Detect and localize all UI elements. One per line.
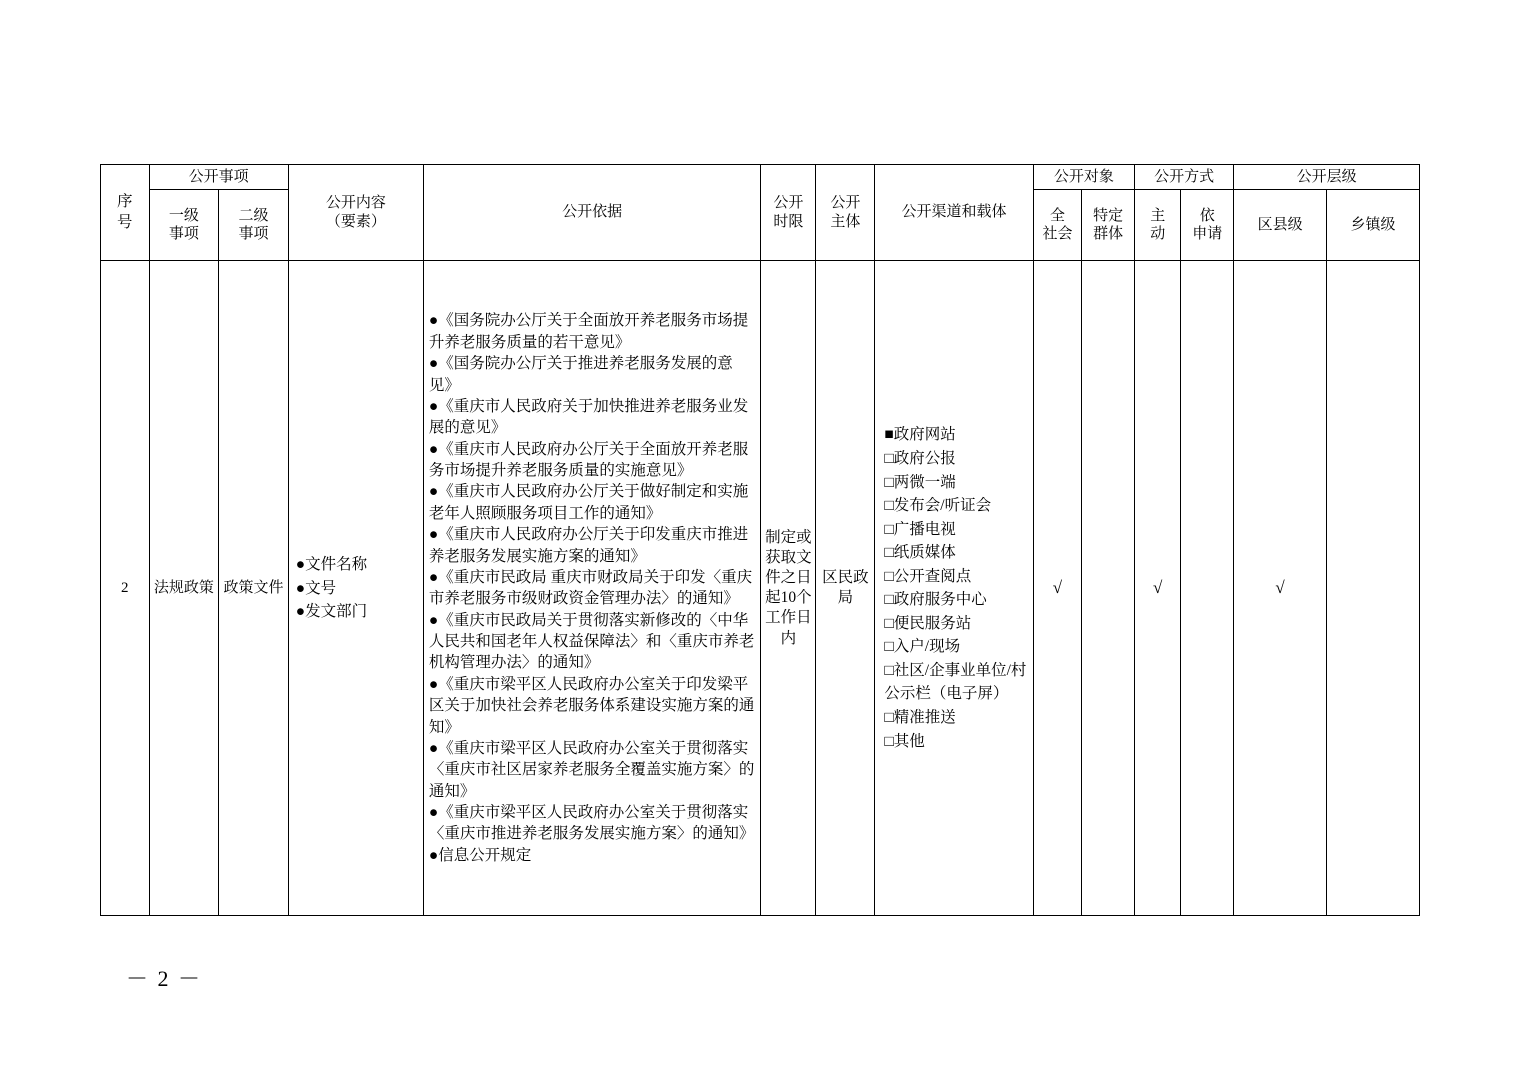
checkbox-empty-icon[interactable]: □ xyxy=(884,497,894,515)
header-mode-active: 主 动 xyxy=(1134,190,1180,261)
header-level-town: 乡镇级 xyxy=(1327,190,1420,261)
checkbox-empty-icon[interactable]: □ xyxy=(884,661,894,679)
header-seq-label: 序 号 xyxy=(117,193,133,231)
checkbox-empty-icon[interactable]: □ xyxy=(884,520,894,538)
channel-item[interactable] xyxy=(884,423,1029,447)
content-item: ●发文部门 xyxy=(295,602,368,620)
cell-channel xyxy=(875,261,1033,916)
basis-item: ●信息公开规定 xyxy=(428,846,532,864)
table-header-row-1 xyxy=(101,165,1420,190)
checkbox-empty-icon[interactable]: □ xyxy=(884,591,894,609)
channel-item[interactable] xyxy=(884,494,1029,518)
disclosure-table xyxy=(100,164,1420,916)
basis-item: ●《重庆市人民政府办公厅关于全面放开养老服务市场提升养老服务质量的实施意见》 xyxy=(428,440,749,479)
header-object-specific: 特定 群体 xyxy=(1082,190,1135,261)
channel-label: 政府公报 xyxy=(893,449,956,467)
time-limit-text: 制定或获取文件之日起10个工作日内 xyxy=(765,528,812,647)
header-level-district: 区县级 xyxy=(1234,190,1327,261)
basis-item: ●《国务院办公厅关于推进养老服务发展的意见》 xyxy=(428,355,733,394)
content-item-list xyxy=(292,553,420,623)
basis-item: ●《重庆市民政局关于贯彻落实新修改的〈中华人民共和国老年人权益保障法〉和〈重庆市养老机构管理办法〉的通知》 xyxy=(428,611,755,672)
cell-level1: 法规政策 xyxy=(149,261,219,916)
channel-label: 广播电视 xyxy=(893,520,956,538)
channel-item[interactable] xyxy=(884,730,1029,754)
channel-label: 纸质媒体 xyxy=(893,544,956,562)
content-item: ●文件名称 xyxy=(295,556,368,574)
channel-item[interactable] xyxy=(884,565,1029,589)
cell-level-town xyxy=(1327,261,1420,916)
channel-item[interactable] xyxy=(884,447,1029,471)
channel-label: 公开查阅点 xyxy=(893,567,972,585)
header-level2: 二级 事项 xyxy=(219,190,289,261)
basis-item: ●《重庆市梁平区人民政府办公室关于贯彻落实〈重庆市社区居家养老服务全覆盖实施方案〉的通知》 xyxy=(428,739,755,800)
header-basis: 公开依据 xyxy=(423,165,761,261)
checkbox-empty-icon[interactable]: □ xyxy=(884,614,894,632)
header-subject: 公开 主体 xyxy=(816,165,875,261)
channel-label: 便民服务站 xyxy=(893,614,972,632)
header-level1: 一级 事项 xyxy=(149,190,219,261)
checkbox-empty-icon[interactable]: □ xyxy=(884,638,894,656)
header-object-group: 公开对象 xyxy=(1033,165,1134,190)
basis-item: ●《重庆市梁平区人民政府办公室关于贯彻落实〈重庆市推进养老服务发展实施方案〉的通知》 xyxy=(428,804,755,843)
cell-mode-active: √ xyxy=(1134,261,1180,916)
cell-time-limit xyxy=(761,261,816,916)
cell-basis xyxy=(423,261,761,916)
channel-item[interactable] xyxy=(884,612,1029,636)
header-mode-group: 公开方式 xyxy=(1134,165,1233,190)
channel-list xyxy=(878,423,1029,753)
subject-text: 区民政局 xyxy=(822,569,869,607)
cell-level-district: √ xyxy=(1234,261,1327,916)
checkbox-empty-icon[interactable]: □ xyxy=(884,567,894,585)
cell-object-all: √ xyxy=(1033,261,1082,916)
basis-item: ●《重庆市民政局 重庆市财政局关于印发〈重庆市养老服务市级财政资金管理办法〉的通知》 xyxy=(428,568,753,608)
checkbox-empty-icon[interactable]: □ xyxy=(884,473,894,491)
channel-label: 社区/企事业单位/村公示栏（电子屏） xyxy=(884,661,1027,703)
header-mode-apply: 依 申请 xyxy=(1181,190,1234,261)
cell-subject xyxy=(816,261,875,916)
channel-item[interactable] xyxy=(884,659,1029,706)
channel-item[interactable] xyxy=(884,635,1029,659)
channel-label: 政府网站 xyxy=(893,426,956,444)
header-seq xyxy=(101,165,150,261)
cell-object-specific xyxy=(1082,261,1135,916)
basis-item: ●《重庆市人民政府办公厅关于做好制定和实施老年人照顾服务项目工作的通知》 xyxy=(428,483,749,522)
checkbox-empty-icon[interactable]: □ xyxy=(884,708,894,726)
basis-item: ●《重庆市人民政府关于加快推进养老服务业发展的意见》 xyxy=(428,397,749,437)
checkbox-empty-icon[interactable]: □ xyxy=(884,449,894,467)
header-content: 公开内容 （要素） xyxy=(288,165,423,261)
cell-seq: 2 xyxy=(101,261,150,916)
header-object-all: 全 社会 xyxy=(1033,190,1082,261)
channel-item[interactable] xyxy=(884,471,1029,495)
basis-item: ●《国务院办公厅关于全面放开养老服务市场提升养老服务质量的若干意见》 xyxy=(428,312,749,351)
channel-label: 政府服务中心 xyxy=(893,591,987,609)
channel-label: 两微一端 xyxy=(893,473,956,491)
checkbox-filled-icon[interactable]: ■ xyxy=(884,426,894,444)
channel-item[interactable] xyxy=(884,518,1029,542)
channel-item[interactable] xyxy=(884,541,1029,565)
channel-item[interactable] xyxy=(884,588,1029,612)
header-level-group: 公开层级 xyxy=(1234,165,1420,190)
header-matter-group: 公开事项 xyxy=(149,165,288,190)
channel-label: 发布会/听证会 xyxy=(893,497,992,515)
page-number: － 2 － xyxy=(126,966,203,991)
header-time-limit: 公开 时限 xyxy=(761,165,816,261)
cell-content xyxy=(288,261,423,916)
channel-label: 精准推送 xyxy=(893,708,956,726)
header-channel: 公开渠道和载体 xyxy=(875,165,1033,261)
basis-item: ●《重庆市梁平区人民政府办公室关于印发梁平区关于加快社会养老服务体系建设实施方案的通知》 xyxy=(428,675,755,736)
cell-mode-apply xyxy=(1181,261,1234,916)
table-row xyxy=(101,261,1420,916)
channel-item[interactable] xyxy=(884,706,1029,730)
channel-label: 入户/现场 xyxy=(893,638,961,656)
basis-item: ●《重庆市人民政府办公厅关于印发重庆市推进养老服务发展实施方案的通知》 xyxy=(428,526,749,565)
checkbox-empty-icon[interactable]: □ xyxy=(884,732,894,750)
content-item: ●文号 xyxy=(295,579,337,597)
basis-item-list xyxy=(427,310,758,866)
cell-level2: 政策文件 xyxy=(219,261,289,916)
channel-label: 其他 xyxy=(893,732,925,750)
checkbox-empty-icon[interactable]: □ xyxy=(884,544,894,562)
